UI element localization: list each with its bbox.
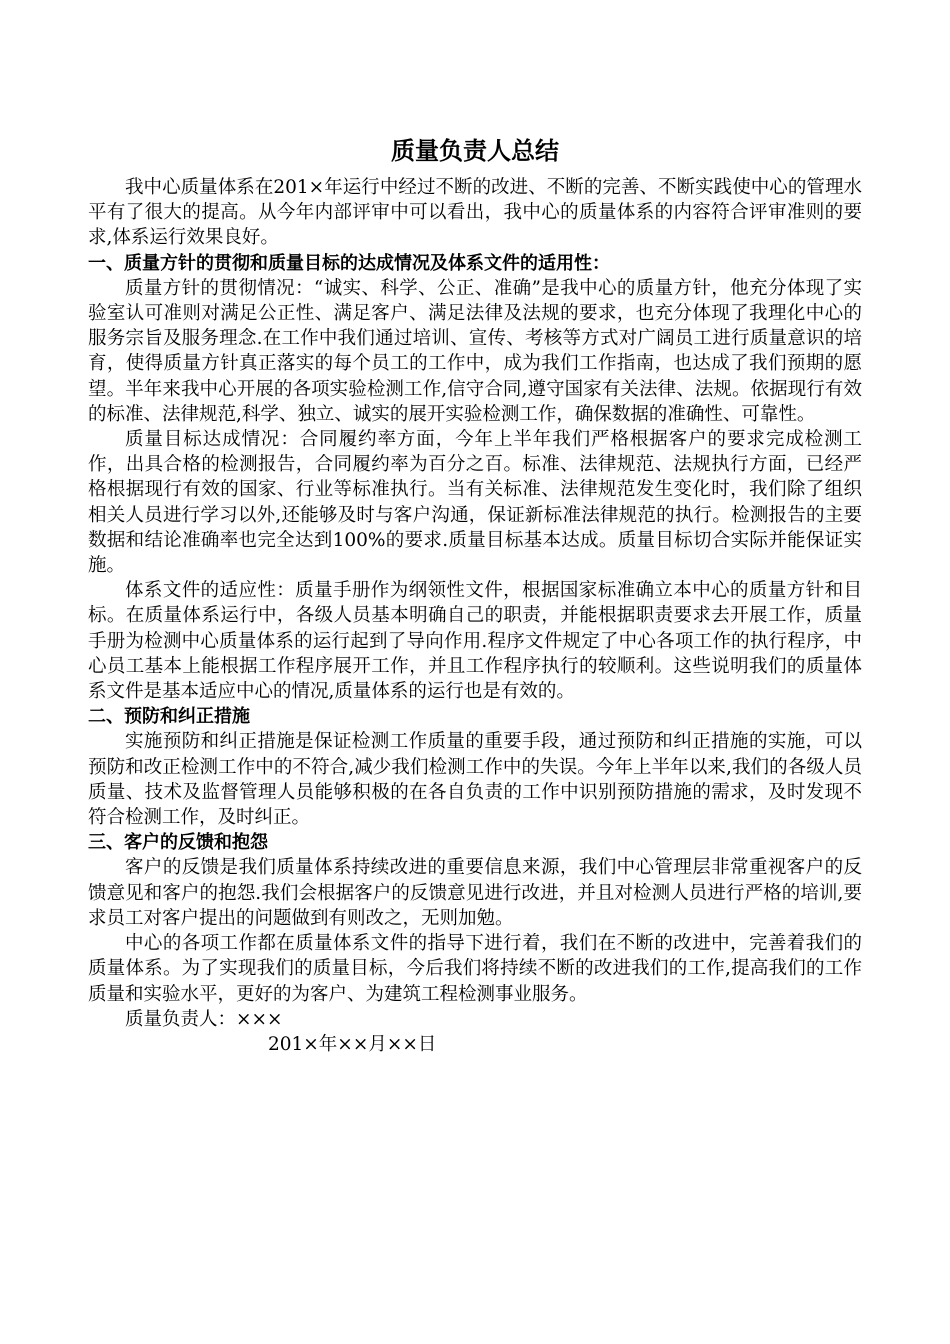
signature-line: 质量负责人：××× <box>125 1008 283 1030</box>
section-3-heading: 三、客户的反馈和抱怨 <box>88 832 268 854</box>
date-line: 201×年××月××日 <box>268 1033 437 1055</box>
section-2-paragraph-1: 实施预防和纠正措施是保证检测工作质量的重要手段，通过预防和纠正措施的实施，可以预防和改正检测工作中的不符合,减少我们检测工作中的失误。今年上半年以来,我们的各级人员质量、技术及监督管理人员能够积极的在各自负责的工作中识别预防措施的需求，及时发现不符合检测工作，及时纠正。 <box>88 731 862 829</box>
document-body <box>88 175 862 1057</box>
intro-paragraph: 我中心质量体系在201×年运行中经过不断的改进、不断的完善、不断实践使中心的管理水平有了很大的提高。从今年内部评审中可以看出，我中心的质量体系的内容符合评审准则的要求,体系运行效果良好。 <box>88 177 862 249</box>
document-title: 质量负责人总结 <box>391 137 559 165</box>
section-1-paragraph-2: 质量目标达成情况：合同履约率方面，今年上半年我们严格根据客户的要求完成检测工作，出具合格的检测报告，合同履约率为百分之百。标准、法律规范、法规执行方面，已经严格根据现行有效的国家、行业等标准执行。当有关标准、法律规范发生变化时，我们除了组织相关人员进行学习以外,还能够及时与客户沟通，保证新标准法律规范的执行。检测报告的主要数据和结论准确率也完全达到100%的要求.质量目标基本达成。质量目标切合实际并能保证实施。 <box>88 429 862 577</box>
section-1-heading: 一、质量方针的贯彻和质量目标的达成情况及体系文件的适用性： <box>88 252 610 274</box>
section-3-paragraph-1: 客户的反馈是我们质量体系持续改进的重要信息来源，我们中心管理层非常重视客户的反馈意见和客户的抱怨.我们会根据客户的反馈意见进行改进，并且对检测人员进行严格的培训,要求员工对客户提出的问题做到有则改之，无则加勉。 <box>88 857 862 929</box>
section-1-paragraph-1: 质量方针的贯彻情况：“诚实、科学、公正、准确”是我中心的质量方针，他充分体现了实验室认可准则对满足公正性、满足客户、满足法律及法规的要求，也充分体现了我理化中心的服务宗旨及服务理念.在工作中我们通过培训、宣传、考核等方式对广阔员工进行质量意识的培育，使得质量方针真正落实的每个员工的工作中，成为我们工作指南，也达成了我们预期的愿望。半年来我中心开展的各项实验检测工作,信守合同,遵守国家有关法律、法规。依据现行有效的标准、法律规范,科学、独立、诚实的展开实验检测工作，确保数据的准确性、可靠性。 <box>88 277 862 425</box>
closing-paragraph: 中心的各项工作都在质量体系文件的指导下进行着，我们在不断的改进中，完善着我们的质量体系。为了实现我们的质量目标，今后我们将持续不断的改进我们的工作,提高我们的工作质量和实验水平，更好的为客户、为建筑工程检测事业服务。 <box>88 933 862 1005</box>
section-1-paragraph-3: 体系文件的适应性：质量手册作为纲领性文件，根据国家标准确立本中心的质量方针和目标。在质量体系运行中，各级人员基本明确自己的职责，并能根据职责要求去开展工作，质量手册为检测中心质量体系的运行起到了导向作用.程序文件规定了中心各项工作的执行程序，中心员工基本上能根据工作程序展开工作，并且工作程序执行的较顺利。这些说明我们的质量体系文件是基本适应中心的情况,质量体系的运行也是有效的。 <box>88 580 862 703</box>
section-2-heading: 二、预防和纠正措施 <box>88 706 250 728</box>
